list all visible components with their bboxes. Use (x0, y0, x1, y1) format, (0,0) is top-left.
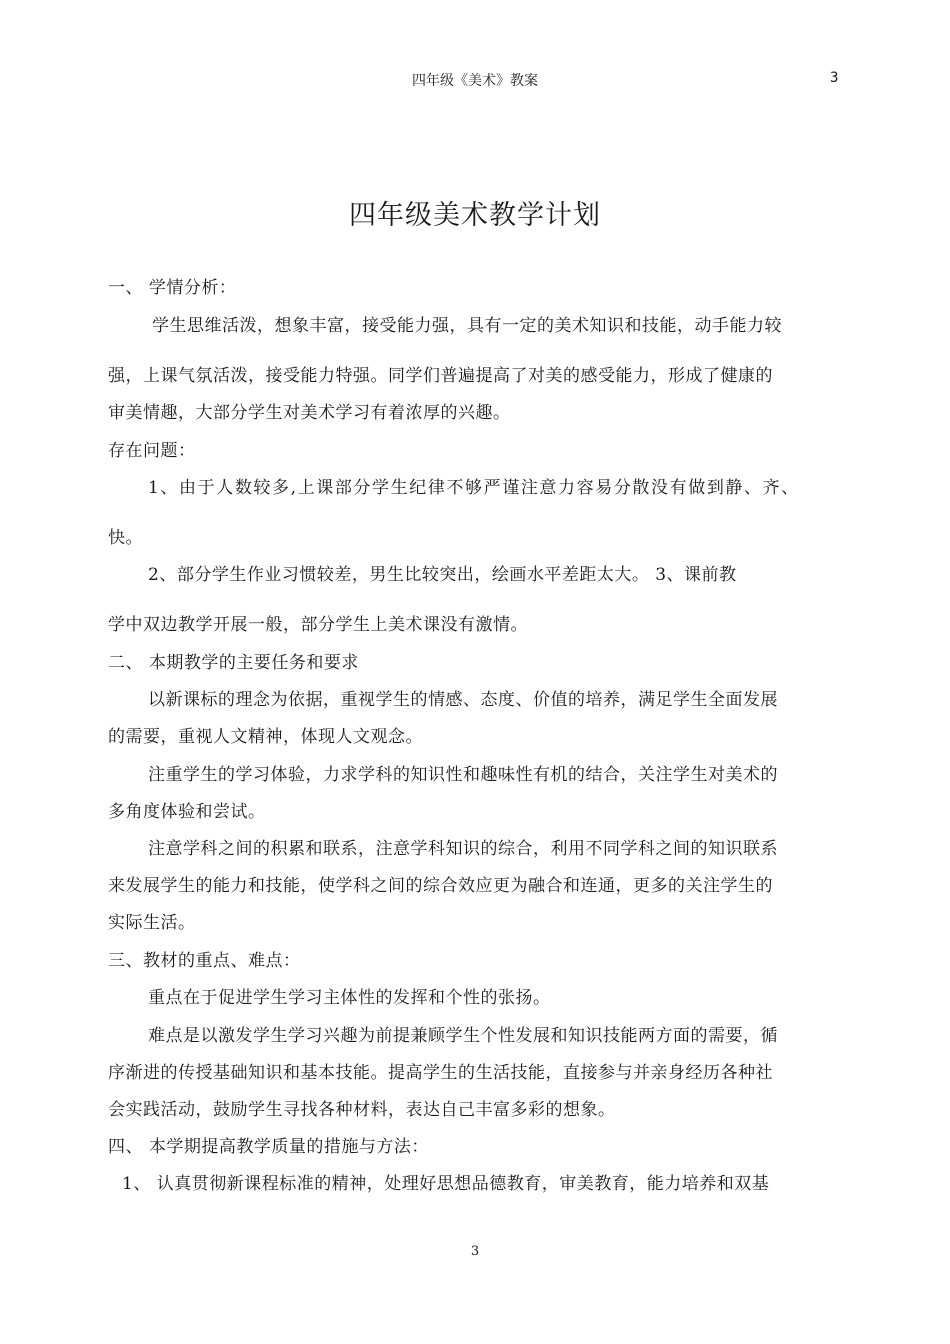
paragraph-line: 的需要，重视人文精神，体现人文观念。 (108, 727, 423, 747)
paragraph-line: 难点是以激发学生学习兴趣为前提兼顾学生个性发展和知识技能两方面的需要，循 (148, 1026, 778, 1046)
paragraph-line: 重点在于促进学生学习主体性的发挥和个性的张扬。 (148, 988, 551, 1008)
running-header: 四年级《美术》教案 (412, 73, 538, 89)
section-heading-2: 二、 本期教学的主要任务和要求 (108, 653, 359, 673)
list-item-2: 2、部分学生作业习惯较差，男生比较突出，绘画水平差距太大。 3、课前教 (148, 565, 737, 585)
paragraph-line: 学生思维活泼，想象丰富，接受能力强，具有一定的美术知识和技能，动手能力较 (152, 316, 782, 336)
footer-page-number: 3 (470, 1244, 480, 1259)
paragraph-line: 序渐进的传授基础知识和基本技能。提高学生的生活技能，直接参与并亲身经历各种社 (108, 1063, 773, 1083)
subheading-problems: 存在问题： (108, 441, 196, 461)
paragraph-line: 强，上课气氛活泼，接受能力特强。同学们普遍提高了对美的感受能力，形成了健康的 (108, 366, 773, 386)
section-heading-4: 四、 本学期提高教学质量的措施与方法： (108, 1137, 429, 1157)
section-heading-3: 三、教材的重点、难点： (108, 951, 301, 971)
list-item-measure-1: 1、 认真贯彻新课程标准的精神，处理好思想品德教育，审美教育，能力培养和双基 (122, 1174, 770, 1194)
paragraph-line: 会实践活动，鼓励学生寻找各种材料，表达自己丰富多彩的想象。 (108, 1100, 616, 1120)
list-item-1: 1、由于人数较多,上课部分学生纪律不够严谨注意力容易分散没有做到静、齐、 (148, 478, 800, 498)
paragraph-line: 学中双边教学开展一般，部分学生上美术课没有激情。 (108, 615, 528, 635)
document-title: 四年级美术教学计划 (349, 200, 601, 231)
section-heading-1: 一、 学情分析： (108, 278, 237, 298)
paragraph-line: 实际生活。 (108, 913, 196, 933)
paragraph-line: 以新课标的理念为依据，重视学生的情感、态度、价值的培养，满足学生全面发展 (148, 690, 778, 710)
header-page-number: 3 (830, 70, 839, 86)
paragraph-line: 注意学科之间的积累和联系，注意学科知识的综合，利用不同学科之间的知识联系 (148, 839, 778, 859)
paragraph-line: 注重学生的学习体验，力求学科的知识性和趣味性有机的结合，关注学生对美术的 (148, 765, 778, 785)
paragraph-line: 审美情趣，大部分学生对美术学习有着浓厚的兴趣。 (108, 403, 511, 423)
paragraph-line: 快。 (108, 528, 143, 548)
paragraph-line: 来发展学生的能力和技能，使学科之间的综合效应更为融合和连通，更多的关注学生的 (108, 876, 773, 896)
paragraph-line: 多角度体验和尝试。 (108, 802, 266, 822)
